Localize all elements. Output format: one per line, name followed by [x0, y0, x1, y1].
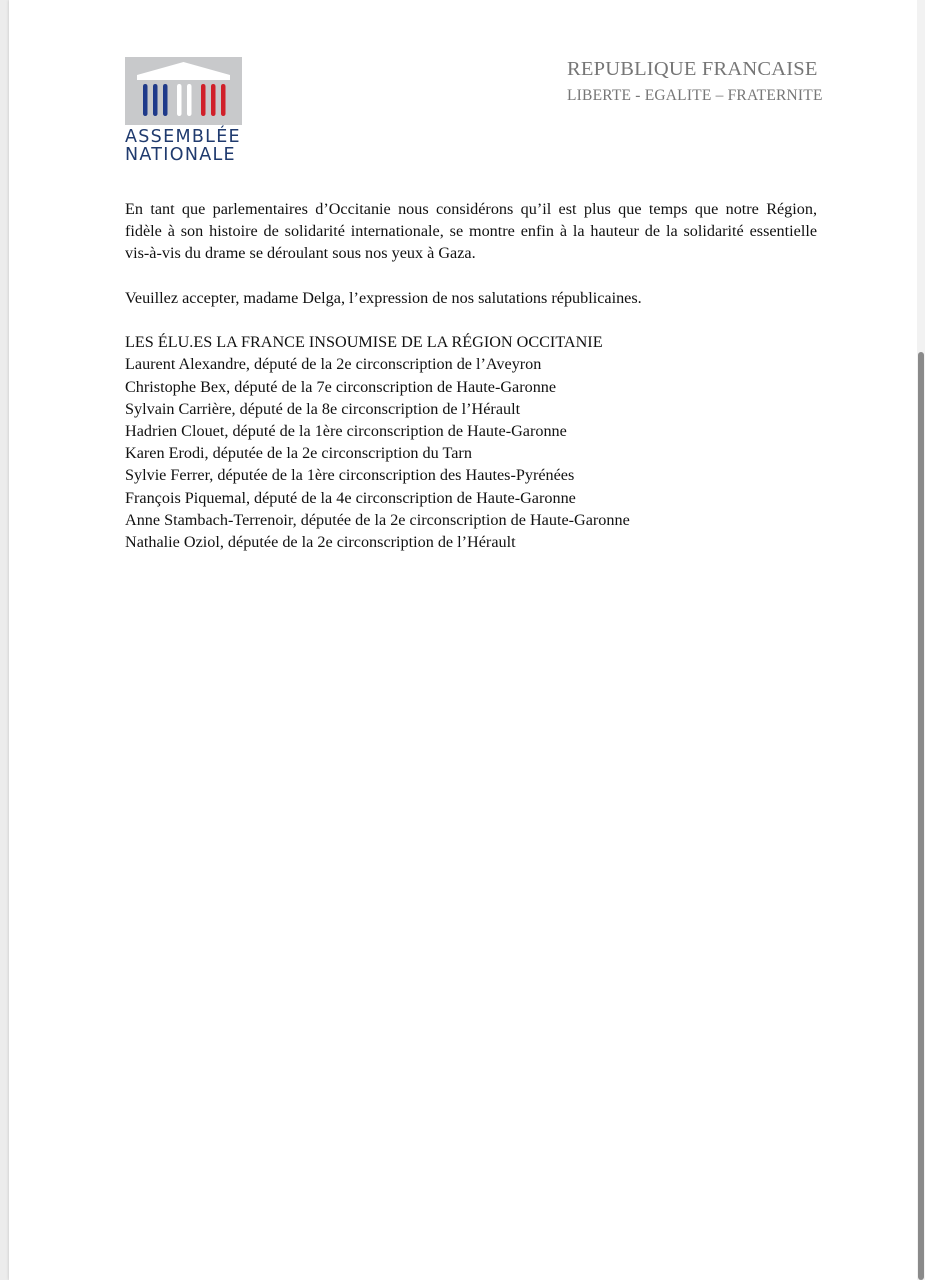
- assemblee-nationale-logo: [125, 57, 245, 164]
- republic-title: REPUBLIQUE FRANCAISE: [567, 58, 818, 80]
- letter-body: [125, 198, 817, 553]
- logo-emblem: [125, 57, 242, 125]
- signatory-line: Sylvie Ferrer, députée de la 1ère circonscription des Hautes-Pyrénées: [125, 466, 575, 485]
- signatories-heading: LES ÉLU.ES LA FRANCE INSOUMISE DE LA RÉGION OCCITANIE: [125, 333, 603, 352]
- signatories-block: [125, 331, 817, 553]
- logo-wordmark: [125, 128, 245, 164]
- signatory-line: Karen Erodi, députée de la 2e circonscription du Tarn: [125, 444, 472, 463]
- closing-salutation: Veuillez accepter, madame Delga, l’expression de nos salutations républicaines.: [125, 288, 642, 307]
- signatory-line: François Piquemal, député de la 4e circonscription de Haute-Garonne: [125, 488, 576, 507]
- document-page: [9, 0, 917, 1280]
- signatory-line: Laurent Alexandre, député de la 2e circonscription de l’Aveyron: [125, 355, 542, 374]
- paragraph-line: vis-à-vis du drame se déroulant sous nos yeux à Gaza.: [125, 244, 476, 263]
- signatory-line: Nathalie Oziol, députée de la 2e circonscription de l’Hérault: [125, 533, 516, 552]
- signatory-line: Hadrien Clouet, député de la 1ère circonscription de Haute-Garonne: [125, 422, 567, 440]
- paragraph-line: En tant que parlementaires d’Occitanie nous considérons qu’il est plus que temps que notre Région,: [125, 200, 817, 218]
- signatory-line: Christophe Bex, député de la 7e circonscription de Haute-Garonne: [125, 377, 557, 396]
- logo-line-1: ASSEMBLÉE: [125, 127, 241, 147]
- paragraph-line: fidèle à son histoire de solidarité internationale, se montre enfin à la hauteur de la solidarité essentielle: [125, 222, 817, 241]
- republic-motto: LIBERTE - EGALITE – FRATERNITE: [567, 87, 823, 104]
- signatory-line: Sylvain Carrière, député de la 8e circonscription de l’Hérault: [125, 399, 521, 418]
- parliament-building-icon: [125, 57, 242, 125]
- main-paragraph: [125, 198, 817, 265]
- signatory-line: Anne Stambach-Terrenoir, députée de la 2e circonscription de Haute-Garonne: [125, 510, 630, 529]
- scrollbar-track[interactable]: [917, 0, 925, 1280]
- logo-line-2: NATIONALE: [125, 145, 236, 165]
- letterhead-republic: [567, 57, 823, 106]
- scrollbar-thumb[interactable]: [918, 352, 924, 1280]
